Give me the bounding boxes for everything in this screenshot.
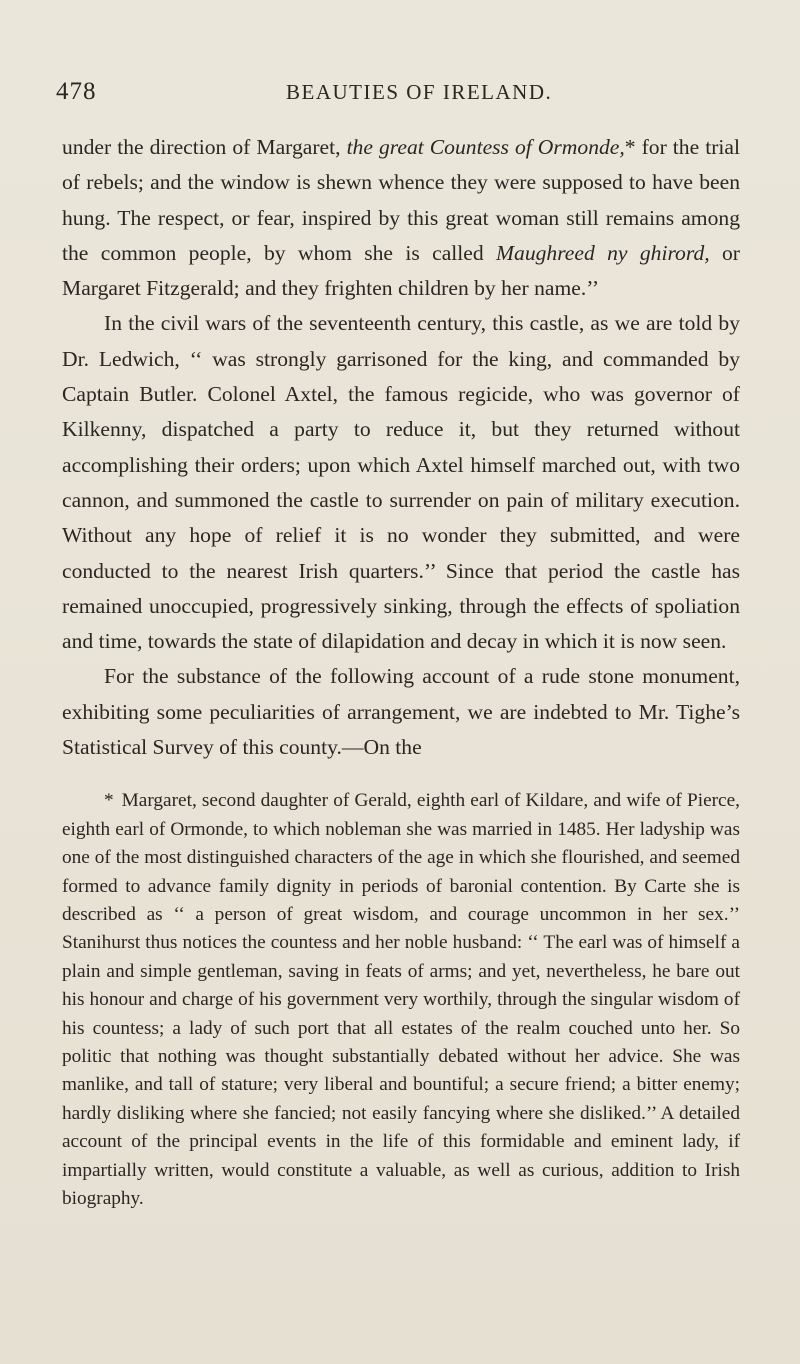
footnote (62, 787, 740, 1213)
irish-name-italic: Maughreed ny ghirord, (496, 240, 710, 265)
footnote-paragraph (62, 787, 740, 1213)
paragraph-3: For the substance of the following account of a rude stone monument, exhibiting some peculiarities of arrangement, we are indebted to Mr. Tighe’s Statistical Survey of this county.—On the (62, 664, 740, 760)
main-text (62, 130, 740, 765)
footnote-reference: * (624, 135, 636, 159)
paragraph-1-text-a: under the direction of Margaret, (62, 135, 347, 159)
paragraph-1 (62, 130, 740, 306)
page-header (56, 78, 740, 112)
footnote-text: Margaret, second daughter of Gerald, eighth earl of Kildare, and wife of Pierce, eighth earl of Ormonde, to which nobleman she was married in 1485. Her ladyship was one of the most distinguished characters of the age in which she flourished, and seemed formed to advance family dignity in periods of baronial contention. By Carte she is described as ‘‘ a person of great wisdom, and courage uncommon in her sex.’’ Stanihurst thus notices the countess and her noble husband: ‘‘ The earl was of himself a plain and simple gentleman, saving in feats of arms; and yet, nevertheless, he bare out his honour and charge of his government very worthily, through the singular wisdom of his countess; a lady of such port that all estates of the realm couched unto her. So politic that nothing was thought substantially debated without her advice. She was manlike, and tall of stature; very liberal and bountiful; a secure friend; a bitter enemy; hardly disliking where she fancied; not easily fancying where she disliked.’’ A detailed account of the principal events in the life of this formidable and eminent lady, if impartially written, would constitute a valuable, as well as curious, addition to Irish biography. (62, 790, 740, 1210)
footnote-mark: * (104, 790, 114, 812)
countess-title-italic: the great Countess of Ormonde, (346, 135, 625, 159)
paragraph-1-text-b: for the trial of rebels; and the window is shewn whence they were supposed to have been hung. The respect, or fear, inspired by this great woman still remains among the common people, by whom she is called (62, 135, 740, 265)
paragraph-1-text-c: or Margaret Fitzgerald; and they frighten children by her name.’’ (62, 240, 740, 301)
paragraph-2: In the civil wars of the seventeenth century, this castle, as we are told by Dr. Ledwich, ‘‘ was strongly garrisoned for the king, and commanded by Captain Butler. Colonel Axtel, the famous regicide, who was governor of Kilkenny, dispatched a party to reduce it, but they returned without accomplishing their orders; upon which Axtel himself marched out, with two cannon, and summoned the castle to surrender on pain of military execution. Without any hope of relief it is no wonder they submitted, and were conducted to the nearest Irish quarters.’’ Since that period the castle has remained unoccupied, progressively sinking, through the effects of spoliation and time, towards the state of dilapidation and decay in which it is now seen. (62, 311, 740, 654)
page-number: 478 (56, 78, 97, 105)
running-head: BEAUTIES OF IRELAND. (286, 80, 553, 104)
